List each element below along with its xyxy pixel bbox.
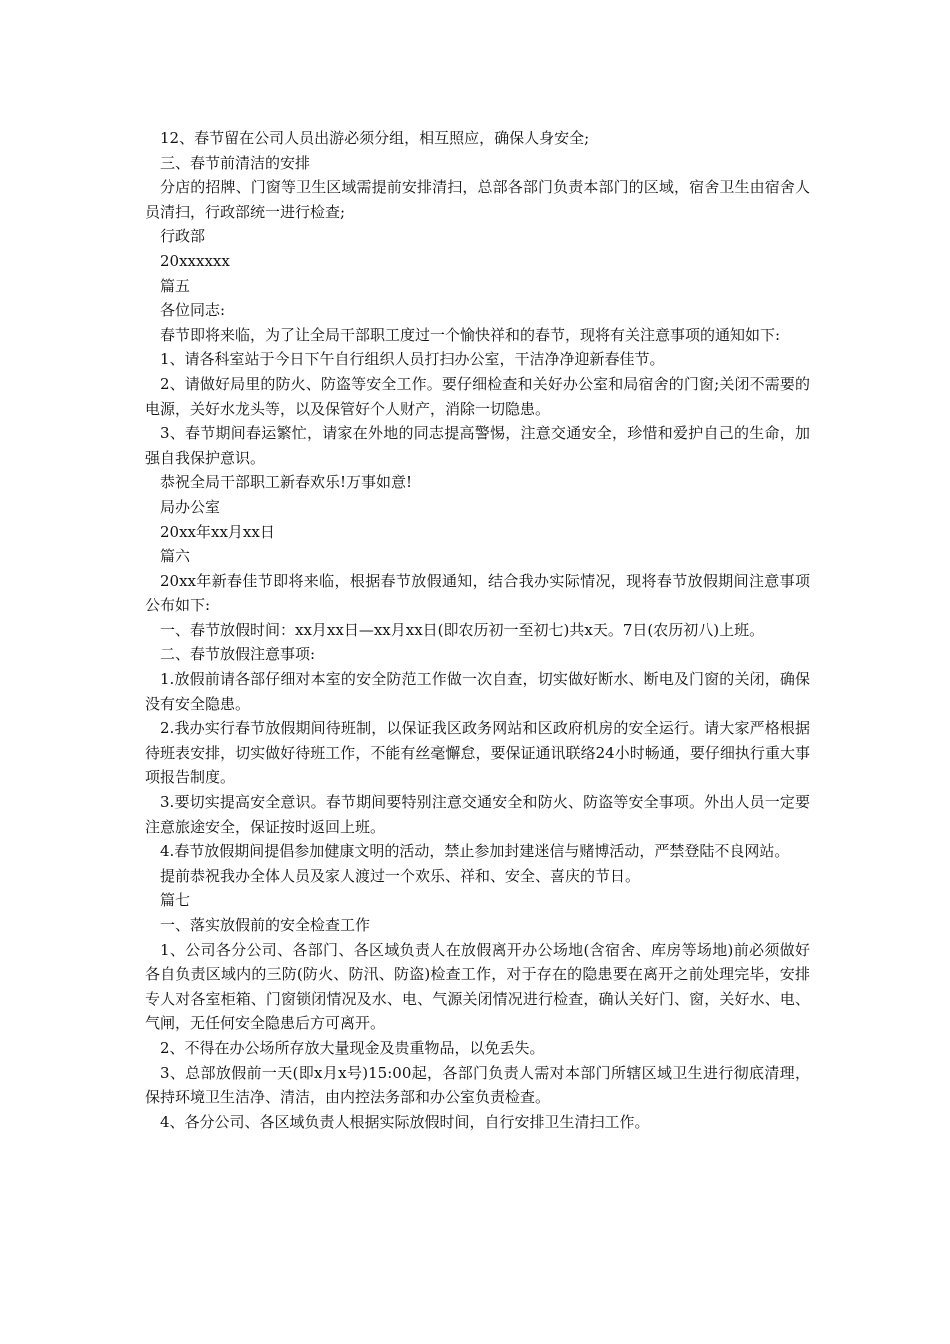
- signature-department: 行政部: [160, 227, 206, 246]
- paragraph: 20xx年新春佳节即将来临，根据春节放假通知，结合我办实际情况，现将春节放假期间注意事项公布如下:: [145, 571, 810, 615]
- chapter-heading: 篇六: [160, 547, 191, 566]
- section-heading: 三、春节前清洁的安排: [160, 153, 311, 172]
- paragraph: 分店的招牌、门窗等卫生区域需提前安排清扫，总部各部门负责本部门的区域，宿舍卫生由宿舍人员清扫，行政部统一进行检查;: [145, 178, 810, 221]
- chapter-heading: 篇七: [160, 891, 191, 910]
- list-item: 2、不得在办公场所存放大量现金及贵重物品，以免丢失。: [160, 1038, 545, 1057]
- list-item: 3、总部放假前一天(即x月x号)15:00起，各部门负责人需对本部门所辖区域卫生进行彻底清理，保持环境卫生洁净、清洁，由内控法务部和办公室负责检查。: [145, 1063, 810, 1107]
- paragraph: 12、春节留在公司人员出游必须分组，相互照应，确保人身安全;: [160, 129, 590, 147]
- section-heading: 一、落实放假前的安全检查工作: [160, 916, 371, 934]
- paragraph: 恭祝全局干部职工新春欢乐!万事如意!: [160, 473, 413, 492]
- signature-date: 20xxxxxx: [160, 251, 230, 270]
- section-heading: 二、春节放假注意事项:: [160, 645, 316, 664]
- signature-date: 20xx年xx月xx日: [160, 522, 275, 541]
- list-item: 3、春节期间春运繁忙，请家在外地的同志提高警惕，注意交通安全，珍惜和爱护自己的生命，加强自我保护意识。: [145, 424, 810, 467]
- list-item: 4、各分公司、各区域负责人根据实际放假时间，自行安排卫生清扫工作。: [160, 1112, 650, 1131]
- chapter-heading: 篇五: [160, 276, 191, 295]
- paragraph: 提前恭祝我办全体人员及家人渡过一个欢乐、祥和、安全、喜庆的节日。: [160, 866, 641, 885]
- salutation: 各位同志:: [160, 301, 226, 320]
- list-item: 1、公司各分公司、各部门、各区域负责人在放假离开办公场地(含宿舍、库房等场地)前必须做好各自负责区域内的三防(防火、防汛、防盗)检查工作，对于存在的隐患要在离开之前处理完毕，安排专人对各室柜箱、门窗锁闭情况及水、电、气源关闭情况进行检查，确认关好门、窗，关好水、电、气闸，无任何安全隐患后方可离开。: [145, 940, 810, 1033]
- list-item: 2、请做好局里的防火、防盗等安全工作。要仔细检查和关好办公室和局宿舍的门窗;关闭不需要的电源，关好水龙头等，以及保管好个人财产，消除一切隐患。: [145, 374, 810, 418]
- list-item: 1、请各科室站于今日下午自行组织人员打扫办公室，干洁净净迎新春佳节。: [160, 350, 665, 369]
- list-item: 4.春节放假期间提倡参加健康文明的活动，禁止参加封建迷信与赌博活动，严禁登陆不良网站。: [160, 842, 790, 861]
- document-body: [145, 126, 810, 1134]
- signature-department: 局办公室: [160, 497, 221, 516]
- list-item: 2.我办实行春节放假期间待班制，以保证我区政务网站和区政府机房的安全运行。请大家严格根据待班表安排，切实做好待班工作，不能有丝毫懈怠，要保证通讯联络24小时畅通，要仔细执行重大事项报告制度。: [145, 719, 810, 787]
- list-item: 3.要切实提高安全意识。春节期间要特别注意交通安全和防火、防盗等安全事项。外出人员一定要注意旅途安全，保证按时返回上班。: [145, 793, 810, 836]
- list-item: 1.放假前请各部仔细对本室的安全防范工作做一次自查，切实做好断水、断电及门窗的关闭，确保没有安全隐患。: [145, 670, 810, 713]
- list-item: 一、春节放假时间：xx月xx日—xx月xx日(即农历初一至初七)共x天。7日(农历初八)上班。: [160, 620, 765, 639]
- paragraph: 春节即将来临，为了让全局干部职工度过一个愉快祥和的春节，现将有关注意事项的通知如下:: [160, 325, 781, 344]
